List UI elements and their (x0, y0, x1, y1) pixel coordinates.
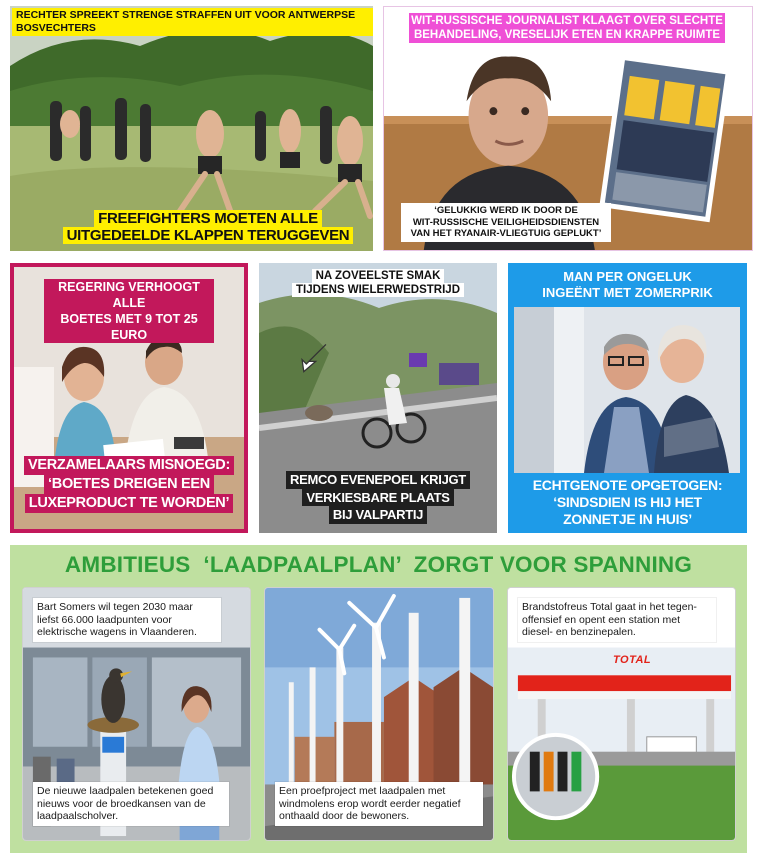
panel2-bottom-text: Een proefproject met laadpalen met windmolens erop wordt eerder negatief onthaald door de bewoners. (275, 782, 483, 826)
story4-headline: NA ZOVEELSTE SMAK TIJDENS WIELERWEDSTRIJD (275, 269, 481, 297)
charging-panel-3[interactable] (507, 587, 736, 841)
elderly-couple-photo (514, 307, 740, 473)
story5-caption: ECHTGENOTE OPGETOGEN: ‘SINDSDIEN IS HIJ HET ZONNETJE IN HUIS’ (532, 477, 723, 527)
story5-panel[interactable] (508, 263, 747, 533)
panel1-top-text: Bart Somers wil tegen 2030 maar liefst 66.000 laadpunten voor elektrische wagens in Vlaanderen. (33, 598, 221, 642)
story4-caption: REMCO EVENEPOEL KRIJGT VERKIESBARE PLAATS BIJ VALPARTIJ (265, 471, 491, 524)
story2-panel[interactable] (383, 6, 753, 251)
story1-panel[interactable] (10, 6, 373, 251)
story2-headline: WIT-RUSSISCHE JOURNALIST KLAAGT OVER SLECHTE BEHANDELING, VRESELIJK ETEN EN KRAPPE RUIMTE (409, 13, 725, 43)
panel1-bottom-text: De nieuwe laadpalen betekenen goed nieuws voor de broedkansen van de laadpaalscholver. (33, 782, 229, 826)
story4-panel[interactable] (259, 263, 497, 533)
story1-caption: FREEFIGHTERS MOETEN ALLE UITGEDEELDE KLAPPEN TERUGGEVEN (58, 210, 358, 244)
total-brand-label: TOTAL (613, 654, 652, 666)
story2-quote: ‘GELUKKIG WERD IK DOOR DE WIT-RUSSISCHE VEILIGHEIDSDIENSTEN VAN HET RYANAIR-VLIEGTUIG GEPLUKT’ (401, 203, 611, 242)
charging-panel-2[interactable] (264, 587, 494, 841)
story3-caption: VERZAMELAARS MISNOEGD: ‘BOETES DREIGEN EEN LUXEPRODUCT TE WORDEN’ (20, 456, 238, 513)
panel3-top-text: Brandstofreus Total gaat in het tegen-offensief en opent een station met diesel- en benzinepalen. (518, 598, 716, 642)
story1-headline: RECHTER SPREEKT STRENGE STRAFFEN UIT VOOR ANTWERPSE BOSVECHTERS (12, 8, 373, 36)
laadpaal-section (10, 545, 747, 853)
story5-headline: MAN PER ONGELUK INGEËNT MET ZOMERPRIK (542, 269, 713, 300)
down-left-arrow-icon (297, 341, 331, 375)
story3-panel[interactable] (10, 263, 248, 533)
section-title: AMBITIEUS ‘LAADPAALPLAN’ ZORGT VOOR SPANNING (64, 552, 693, 577)
story3-headline: REGERING VERHOOGT ALLE BOETES MET 9 TOT 25 EURO (44, 279, 214, 343)
charging-panel-1[interactable] (22, 587, 251, 841)
